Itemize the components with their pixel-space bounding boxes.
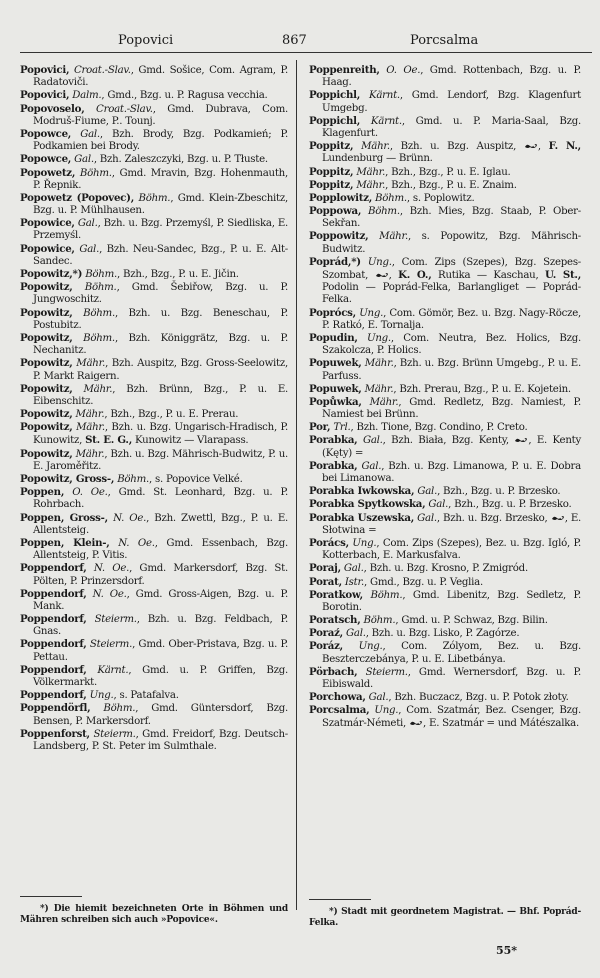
entry-text: , Bzh. Buczacz, Bzg. u. P. Potok złoty. <box>388 692 569 704</box>
gazetteer-entry <box>309 576 581 589</box>
gazetteer-entry <box>20 588 288 613</box>
entry-text <box>343 641 359 652</box>
entry-text <box>360 116 371 127</box>
entry-text: , Gmd. Libenitz, Bzg. Sedletz, P. Borotin. <box>322 589 581 613</box>
entry-text: , Bzh. Mies, Bzg. Staab, P. Ober-Sekřan. <box>322 206 581 230</box>
entry-region: Böhm. <box>363 615 396 627</box>
entry-region: Mähr. <box>379 231 408 243</box>
entry-text: , Bzh. u. Bzg. Auspitz, <box>389 141 524 153</box>
entry-headword: Porabka, <box>309 434 358 447</box>
entry-headword: Poprád,*) <box>309 255 361 268</box>
entry-region: Böhm. <box>138 192 171 204</box>
gazetteer-entry <box>309 115 581 140</box>
entry-headword: Popuwek, <box>309 357 362 370</box>
gazetteer-entry <box>309 179 581 192</box>
gazetteer-entry <box>309 460 581 485</box>
gazetteer-entry <box>309 498 581 511</box>
entry-region: Mähr. <box>361 141 390 153</box>
entry-text: , s. Popowitz, Bzg. Mährisch-Budwitz. <box>322 231 581 255</box>
gazetteer-entry <box>20 153 288 166</box>
entry-region: Gal. <box>368 692 389 704</box>
gazetteer-entry <box>309 627 581 640</box>
left-column <box>20 64 288 753</box>
entry-headword: Poratkow, <box>309 588 363 601</box>
entry-text: , Gmd. u. P. Schwaz, Bzg. Bilin. <box>395 615 548 627</box>
gazetteer-entry <box>309 421 581 434</box>
entry-headword: Popowitz, <box>20 408 73 421</box>
entry-region: Gal. <box>343 563 364 575</box>
entry-region: Ung. <box>366 332 391 344</box>
gazetteer-entry <box>309 192 581 205</box>
entry-text: , Bzh. Zaleszczyki, Bzg. u. P. Tłuste. <box>93 154 268 166</box>
gazetteer-entry <box>309 666 581 691</box>
entry-headword: Popovici, <box>20 64 70 76</box>
entry-headword: Porabka, <box>309 459 358 472</box>
entry-region: O. Oe. <box>72 487 108 499</box>
gazetteer-entry <box>20 638 288 663</box>
gazetteer-entry <box>309 434 581 459</box>
entry-text: , Gmd. Güntersdorf, Bzg. Bensen, P. Markersdorf. <box>33 703 288 727</box>
post-horn-icon <box>514 436 528 444</box>
entry-text: , Gmd. Šebiřow, Bzg. u. P. Jungwoschitz. <box>33 282 288 306</box>
entry-text <box>73 308 84 319</box>
entry-text <box>73 282 85 293</box>
running-head-right: Porcsalma <box>410 33 479 48</box>
entry-text <box>90 703 103 714</box>
entry-text: , Com. Zips (Szepes), Bzg. Szepes-Szombat, <box>322 256 581 281</box>
entry-text: , Bzh. u. Bzg. Limanowa, P. u. E. Dobra bei Limanowa. <box>322 460 581 484</box>
entry-region: N. Oe. <box>113 512 147 524</box>
entry-text: , Bzh. Brünn, Bzg., P. u. E. Eibenschitz. <box>33 383 288 407</box>
entry-text: , Gmd. Essenbach, Bzg. Allentsteig, P. Vitis. <box>33 537 288 562</box>
entry-text: , s. Patafalva. <box>113 690 179 702</box>
running-head-left: Popovici <box>118 33 174 48</box>
entry-region: Böhm. <box>370 589 403 601</box>
post-horn-icon <box>375 271 389 279</box>
post-horn-icon <box>551 514 565 522</box>
entry-text <box>368 231 379 242</box>
entry-text <box>360 90 369 101</box>
entry-headword: Popplowitz, <box>309 191 373 204</box>
entry-text: Lundenburg — Brünn. <box>322 153 433 165</box>
entry-text: , E. Szatmár = und Mátészalka. <box>423 717 579 729</box>
entry-railway: F. N., <box>548 140 581 153</box>
gazetteer-entry <box>20 268 288 281</box>
gazetteer-entry <box>20 473 288 486</box>
entry-region: Gal. <box>417 486 438 498</box>
entry-headword: Porchowa, <box>309 691 366 704</box>
entry-headword: Popowitz, Gross-, <box>20 473 115 485</box>
entry-text: , Bzh., Bzg., P. u. E. Prerau. <box>104 409 239 421</box>
entry-headword: Popowitz, <box>20 447 73 460</box>
gazetteer-entry <box>20 486 288 511</box>
gazetteer-entry <box>20 192 288 217</box>
entry-region: Böhm. <box>375 192 407 204</box>
gazetteer-entry <box>309 140 581 165</box>
entry-region: Gal. <box>77 218 98 230</box>
entry-text: , Gmd. Freidorf, Bzg. Deutsch-Landsberg, P. St. Peter im Sulmthale. <box>33 728 288 752</box>
entry-headword: Popowice, <box>20 217 75 230</box>
entry-headword: Poratsch, <box>309 614 361 627</box>
entry-headword: Poppowitz, <box>309 230 369 243</box>
gazetteer-entry <box>20 167 288 192</box>
entry-region: N. Oe. <box>118 537 155 549</box>
entry-region: Kärnt. <box>368 90 400 102</box>
entry-region: Böhm. <box>103 703 136 715</box>
entry-headword: Popowce, <box>20 127 72 140</box>
entry-headword: Popowitz, <box>20 421 73 434</box>
gazetteer-entry <box>20 217 288 242</box>
entry-headword: Poraź, <box>309 627 343 640</box>
entry-text <box>361 257 368 268</box>
entry-headword: Popovoselo, <box>20 102 85 115</box>
gazetteer-entry <box>309 357 581 382</box>
gazetteer-entry <box>20 512 288 537</box>
entry-region: Gal. <box>80 128 100 140</box>
gazetteer-entry <box>20 562 288 587</box>
entry-region: Ung. <box>359 307 384 319</box>
entry-region: Böhm. <box>79 167 112 179</box>
entry-text: , Com. Szatmár, Bez. Csenger, Bzg. Szatmár-Németi, <box>322 705 581 729</box>
entry-headword: Poppitz, <box>309 178 354 191</box>
entry-headword: Poppichl, <box>309 114 361 127</box>
entry-text: , Bzh., Bzg. u. P. Brzesko. <box>448 499 572 511</box>
entry-text: , Gmd. Redletz, Bzg. Namiest, P. Namiest bei Brünn. <box>322 396 581 421</box>
entry-region: Mähr. <box>364 358 394 370</box>
entry-headword: Poppendorf, <box>20 587 87 600</box>
gazetteer-entry <box>20 128 288 153</box>
entry-region: Gal. <box>361 460 382 472</box>
entry-text: , Gmd. Mravin, Bzg. Hohenmauth, P. Řepnik. <box>33 167 288 191</box>
entry-region: Gal. <box>74 154 94 166</box>
entry-region: Mähr. <box>76 358 106 370</box>
gazetteer-entry <box>309 307 581 332</box>
gazetteer-entry <box>20 243 288 268</box>
entry-region: Gal. <box>362 435 383 447</box>
entry-text: , Gmd. u. P. Griffen, Bzg. Völkermarkt. <box>33 664 288 688</box>
entry-text <box>361 206 368 217</box>
entry-text <box>64 487 72 498</box>
entry-text: , Gmd. Rottenbach, Bzg. u. P. Haag. <box>322 65 581 89</box>
entry-headword: Popowetz (Popovec), <box>20 191 134 204</box>
entry-region: Trl. <box>333 422 351 434</box>
entry-headword: Popůwka, <box>309 395 362 408</box>
right-column <box>309 64 581 730</box>
entry-headword: Poppendorf, <box>20 613 87 626</box>
entry-text <box>87 665 98 676</box>
entry-text <box>85 104 97 115</box>
entry-text: , <box>388 270 399 281</box>
gazetteer-entry <box>20 702 288 727</box>
entry-headword: Poppendörfl, <box>20 702 91 715</box>
printer-signature: 55* <box>496 944 518 957</box>
entry-headword: Porcsalma, <box>309 704 370 717</box>
entry-text: , Bzh. u. Bzg. Ungarisch-Hradisch, P. Kunowitz, <box>33 422 288 447</box>
gazetteer-entry <box>20 307 288 332</box>
entry-text: , s. Popovice Velké. <box>149 474 243 485</box>
entry-headword: Poppitz, <box>309 140 354 153</box>
column-divider <box>296 60 297 910</box>
entry-text <box>362 397 370 408</box>
entry-railway: U. St., <box>545 269 581 281</box>
entry-text: , Gmd. u. P. Maria-Saal, Bzg. Klagenfurt. <box>322 115 581 139</box>
entry-text: , E. Słotwina = <box>322 512 582 536</box>
entry-text: , Bzh. Prerau, Bzg., P. u. E. Kojetein. <box>393 383 571 395</box>
entry-region: Mähr. <box>356 166 386 178</box>
gazetteer-entry <box>20 448 288 473</box>
gazetteer-entry <box>20 383 288 408</box>
entry-text: , <box>537 141 549 153</box>
entry-text: , Bzh., Bzg. u. P. Brzesko. <box>437 486 561 498</box>
entry-region: Böhm. <box>84 282 117 294</box>
entry-region: Mähr. <box>75 409 105 421</box>
gazetteer-entry <box>309 640 581 665</box>
gazetteer-entry <box>20 357 288 382</box>
entry-region: Dalm. <box>72 90 102 102</box>
entry-text <box>358 333 367 344</box>
entry-text <box>71 129 80 140</box>
header-rule-right <box>300 52 592 53</box>
entry-text: , Bzh., Bzg., P. u. E. Znaim. <box>385 179 517 191</box>
entry-headword: Poppendorf, <box>20 562 87 575</box>
entry-region: Ung. <box>358 641 383 653</box>
entry-text: , Bzh. Auspitz, Bzg. Gross-Seelowitz, P. Markt Raigern. <box>33 358 288 382</box>
entry-text <box>87 563 94 574</box>
entry-headword: Popovici, <box>20 89 70 102</box>
entry-headword: Popowitz, <box>20 357 73 370</box>
gazetteer-entry <box>309 614 581 627</box>
entry-text: , Bzh. u. Bzg. Brzesko, <box>436 512 551 524</box>
entry-headword: Poppendorf, <box>20 689 87 702</box>
entry-region: Böhm. <box>117 474 150 485</box>
gazetteer-entry <box>20 728 288 753</box>
entry-text: , Gmd. Markersdorf, Bzg. St. Pölten, P. Prinzersdorf. <box>33 563 288 587</box>
entry-region: Steierm. <box>94 614 137 626</box>
gazetteer-entry <box>20 689 288 702</box>
entry-region: Böhm. <box>85 269 118 280</box>
entry-headword: Poppendorf, <box>20 663 87 676</box>
entry-region: Istr. <box>344 576 364 588</box>
entry-region: Mähr. <box>356 179 386 191</box>
entry-region: N. Oe. <box>92 588 127 600</box>
entry-region: Gal. <box>417 512 437 524</box>
entry-text: , Gmd. Dubrava, Com. Modruš-Fiume, P.. Tounj. <box>33 103 288 127</box>
entry-region: Mähr. <box>76 422 105 434</box>
entry-headword: Poppendorf, <box>20 638 87 651</box>
entry-text <box>353 141 361 152</box>
entry-text: , Bzh. u. Bzg. Feldbach, P. Gnas. <box>33 614 288 638</box>
entry-headword: Poppowa, <box>309 205 362 218</box>
gazetteer-entry <box>309 691 581 704</box>
entry-railway: K. O., <box>398 269 432 281</box>
entry-text: , Bzh. u. Bzg. Mährisch-Budwitz, P. u. E. Jaroměřitz. <box>33 448 288 472</box>
entry-text: , s. Poplowitz. <box>406 192 475 204</box>
entry-region: Steierm. <box>365 666 408 678</box>
entry-text: , Gmd. Wernersdorf, Bzg. u. P. Eibiswald. <box>322 666 581 690</box>
entry-text: , Bzh. Zwettl, Bzg., P. u. E. Allentsteig. <box>33 512 288 536</box>
gazetteer-entry <box>309 704 581 729</box>
entry-text: , Gmd. Lendorf, Bzg. Klagenfurt Umgebg. <box>322 90 581 114</box>
footnote-left: *) Die hiemit bezeichneten Orte in Böhmen und Mähren schreiben sich auch »Popovice«. <box>20 904 288 925</box>
entry-headword: Porabka Spytkowska, <box>309 498 426 511</box>
entry-headword: Popowitz, <box>20 306 73 319</box>
post-horn-icon <box>524 142 538 150</box>
gazetteer-entry <box>309 89 581 114</box>
entry-text: Kunowitz — Vlarapass. <box>132 435 249 447</box>
entry-headword: Poppen, Gross-, <box>20 511 108 524</box>
entry-headword: Por, <box>309 421 331 434</box>
entry-headword: Poráz, <box>309 640 343 653</box>
gazetteer-entry <box>309 205 581 230</box>
entry-text: , Gmd., Bzg. u. P. Ragusa vecchia. <box>101 90 268 102</box>
entry-region: N. Oe. <box>93 563 130 575</box>
gazetteer-entry <box>20 421 288 447</box>
entry-text: , Bzh. Brody, Bzg. Podkamień; P. Podkamien bei Brody. <box>33 128 288 153</box>
entry-text: , Bzh. u. Bzg. Brünn Umgebg., P. u. E. Parfuss. <box>322 358 581 382</box>
entry-text <box>110 538 119 549</box>
gazetteer-entry <box>20 613 288 638</box>
entry-headword: Popowitz, <box>20 331 73 344</box>
entry-headword: Poprócs, <box>309 306 356 319</box>
entry-text: , Gmd., Bzg. u. P. Veglia. <box>364 576 483 588</box>
entry-text: , Com. Zólyom, Bez. u. Bzg. Beszterczebánya, P. u. E. Libetbánya. <box>322 641 581 665</box>
entry-region: Böhm. <box>83 332 115 344</box>
entry-text: , Gmd. St. Leonhard, Bzg. u. P. Rohrbach. <box>33 487 288 511</box>
entry-text: , Bzh. u. Bzg. Krosno, P. Zmigród. <box>363 563 528 575</box>
gazetteer-entry <box>309 64 581 89</box>
footnote-rule-left <box>20 896 82 897</box>
entry-headword: Popowitz, <box>20 281 73 294</box>
entry-text: , Bzh. u. Bzg. Lisko, P. Zagórze. <box>365 628 520 640</box>
gazetteer-entry <box>309 537 581 562</box>
entry-region: Ung. <box>367 256 392 268</box>
entry-text <box>87 614 95 625</box>
entry-headword: Popowitz, <box>20 382 73 395</box>
entry-text: , Gmd. Ober-Pristava, Bzg. u. P. Pettau. <box>33 639 288 663</box>
gazetteer-entry <box>309 166 581 179</box>
entry-text <box>73 384 84 395</box>
entry-headword: Porat, <box>309 575 342 588</box>
gazetteer-entry <box>309 332 581 357</box>
gazetteer-entry <box>309 589 581 614</box>
entry-headword: Pörbach, <box>309 665 358 678</box>
entry-headword: Poppenforst, <box>20 727 90 740</box>
entry-headword: Poppen, <box>20 486 65 499</box>
entry-region: Mähr. <box>364 383 394 395</box>
entry-region: Böhm. <box>83 307 115 319</box>
entry-region: Mähr. <box>75 448 105 460</box>
gazetteer-entry <box>20 64 288 89</box>
gazetteer-entry <box>309 562 581 575</box>
entry-text: Podolin — Poprád-Felka, Barlangliget — Poprád-Felka. <box>322 282 581 306</box>
entry-text: , Bzh. Königgrätz, Bzg. u. P. Nechanitz. <box>33 332 288 357</box>
entry-region: Kärnt. <box>370 115 402 127</box>
entry-headword: Poraj, <box>309 562 341 575</box>
entry-headword: Popowice, <box>20 242 75 255</box>
entry-text: , Bzh., Bzg., P. u. E. Jičin. <box>117 269 239 280</box>
entry-region: Steierm. <box>89 639 133 651</box>
entry-region: Gal. <box>428 499 449 511</box>
entry-headword: Popowetz, <box>20 166 76 179</box>
entry-headword: Popowce, <box>20 153 72 166</box>
entry-text: , Bzh. u. Bzg. Przemyśl, P. Siedliska, E. Przemyśl. <box>33 218 289 242</box>
entry-region: O. Oe. <box>386 65 421 76</box>
entry-text: , Bzh. Biała, Bzg. Kenty, <box>382 435 515 447</box>
post-horn-icon <box>409 719 423 727</box>
entry-text: , Com. Gömör, Bez. u. Bzg. Nagy-Röcze, P. Ratkó, E. Tornalja. <box>322 307 581 331</box>
entry-region: Gal. <box>79 243 100 255</box>
gazetteer-entry <box>20 537 288 562</box>
entry-region: Croat.-Slav. <box>96 103 153 115</box>
entry-text: , Gmd. Klein-Zbeschitz, Bzg. u. P. Mühlhausen. <box>33 192 289 217</box>
entry-text: , Bzh. Tione, Bzg. Condino, P. Creto. <box>350 422 528 434</box>
gazetteer-entry <box>309 383 581 396</box>
gazetteer-entry <box>20 89 288 102</box>
entry-text: , Gmd. Gross-Aigen, Bzg. u. P. Mank. <box>33 588 288 612</box>
entry-text <box>357 667 365 678</box>
entry-text: Rutika — Kaschau, <box>431 270 545 281</box>
entry-region: Ung. <box>352 537 377 549</box>
gazetteer-entry <box>309 256 581 307</box>
entry-region: Ung. <box>89 690 114 702</box>
gazetteer-entry <box>20 664 288 689</box>
entry-railway: St. E. G., <box>85 434 133 447</box>
entry-region: Steierm. <box>93 728 136 740</box>
entry-text <box>73 333 84 344</box>
footnote-right: *) Stadt mit geordnetem Magistrat. — Bhf. Poprád-Felka. <box>309 907 581 928</box>
entry-region: Mähr. <box>83 383 113 395</box>
footnote-rule-right <box>309 899 371 900</box>
entry-region: Gal. <box>345 628 366 640</box>
gazetteer-entry <box>309 512 581 537</box>
entry-text: , Com. Neutra, Bez. Holics, Bzg. Szakolcza, P. Holics. <box>322 332 581 357</box>
entry-headword: Poppen, Klein-, <box>20 536 110 549</box>
entry-headword: Popuwek, <box>309 382 362 395</box>
gazetteer-entry <box>20 408 288 421</box>
entry-region: Ung. <box>374 705 399 717</box>
entry-headword: Poppenreith, <box>309 64 380 76</box>
gazetteer-entry <box>309 485 581 498</box>
gazetteer-entry <box>309 396 581 421</box>
entry-headword: Porabka Uszewska, <box>309 511 414 524</box>
gazetteer-entry <box>20 103 288 128</box>
entry-region: Böhm. <box>368 206 400 218</box>
entry-text: , E. Kenty (Kęty) = <box>322 435 581 459</box>
entry-text: , Bzh., Bzg., P. u. E. Iglau. <box>385 166 511 178</box>
entry-headword: Porács, <box>309 536 349 549</box>
entry-headword: Porabka Iwkowska, <box>309 485 415 498</box>
entry-region: Croat.-Slav. <box>73 65 131 76</box>
entry-text: , Com. Zips (Szepes), Bez. u. Bzg. Igló, P. Kotterbach, E. Markusfalva. <box>322 537 581 562</box>
entry-text: , Bzh. Neu-Sandec, Bzg., P. u. E. Alt-Sandec. <box>33 243 288 267</box>
gazetteer-entry <box>20 281 288 306</box>
entry-region: Mähr. <box>369 396 399 408</box>
entry-headword: Poppitz, <box>309 165 354 178</box>
entry-text: , Gmd. Sošice, Com. Agram, P. Radatoviči. <box>33 65 288 89</box>
page-number: 867 <box>282 33 307 48</box>
entry-text: , Bzh. u. Bzg. Beneschau, P. Postubitz. <box>33 307 288 331</box>
entry-headword: Popudin, <box>309 331 358 344</box>
entry-headword: Popowitz,*) <box>20 268 83 280</box>
gazetteer-entry <box>309 230 581 255</box>
entry-headword: Poppichl, <box>309 89 361 102</box>
gazetteer-entry <box>20 332 288 357</box>
entry-region: Kärnt. <box>97 664 129 676</box>
